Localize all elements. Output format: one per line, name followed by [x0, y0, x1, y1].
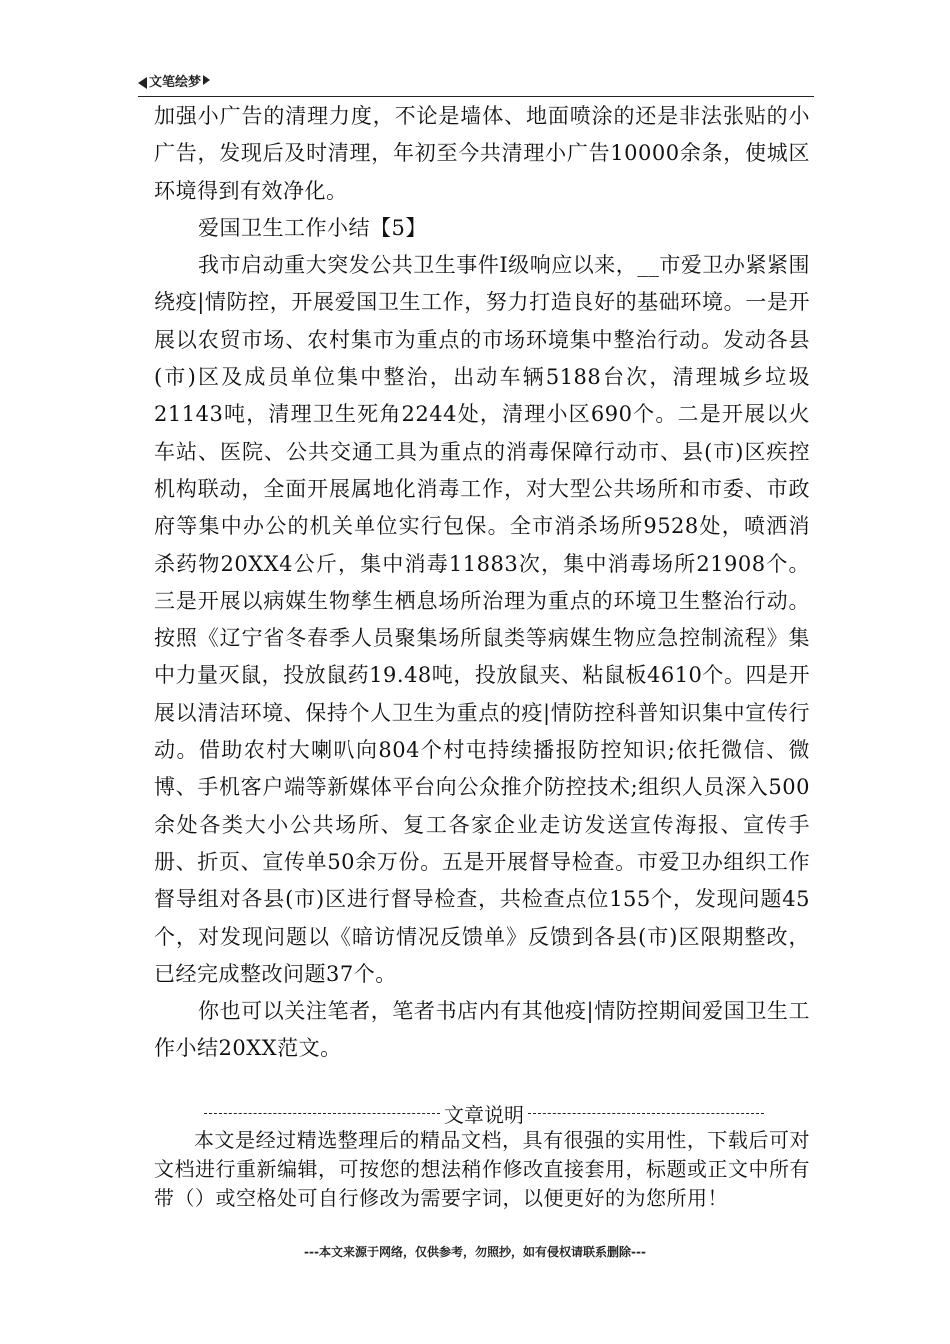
paragraph-summary: 我市启动重大突发公共卫生事件Ⅰ级响应以来，__市爱卫办紧紧围绕疫|情防控，开展爱国卫生工作，努力打造良好的基础环境。一是开展以农贸市场、农村集市为重点的市场环境集中整治行动。发动各县(市)区及成员单位集中整治，出动车辆5188台次，清理城乡垃圾21143吨，清理卫生死角2244处，清理小区690个。二是开展以火车站、医院、公共交通工具为重点的消毒保障行动市、县(市)区疾控机构联动，全面开展属地化消毒工作，对大型公共场所和市委、市政府等集中办公的机关单位实行包保。全市消杀场所9528处，喷洒消杀药物20XX4公斤，集中消毒11883次，集中消毒场所21908个。三是开展以病媒生物孳生栖息场所治理为重点的环境卫生整治行动。按照《辽宁省冬春季人员聚集场所鼠类等病媒生物应急控制流程》集中力量灭鼠，投放鼠药19.48吨，投放鼠夹、粘鼠板4610个。四是开展以清洁环境、保持个人卫生为重点的疫|情防控科普知识集中宣传行动。借助农村大喇叭向804个村屯持续播报防控知识;依托微信、微博、手机客户端等新媒体平台向公众推介防控技术;组织人员深入500余处各类大小公共场所、复工各家企业走访发送宣传海报、宣传手册、折页、宣传单50余万份。五是开展督导检查。市爱卫办组织工作督导组对各县(市)区进行督导检查，共检查点位155个，发现问题45个，对发现问题以《暗访情况反馈单》反馈到各县(市)区限期整改，已经完成整改问题37个。: [154, 253, 810, 986]
page-header: [138, 74, 814, 97]
triangle-right-icon: [203, 75, 210, 85]
main-body: [154, 98, 810, 1068]
article-note-label: 文章说明: [444, 1102, 524, 1127]
triangle-left-icon: [138, 77, 147, 89]
header-logo-text: 文笔绘梦: [149, 75, 202, 90]
paragraph-continuation: 加强小广告的清理力度，不论是墙体、地面喷涂的还是非法张贴的小广告，发现后及时清理，年初至今共清理小广告10000余条，使城区环境得到有效净化。: [154, 104, 810, 203]
section-title: 爱国卫生工作小结【5】: [198, 215, 427, 240]
divider-dash-left: [204, 1113, 440, 1114]
article-note-text: 本文是经过精选整理后的精品文档，具有很强的实用性，下载后可对文档进行重新编辑，可按您的想法稍作修改直接套用，标题或正文中所有带（）或空格处可自行修改为需要字词，以便更好的为您所用！: [154, 1128, 810, 1210]
header-logo: [138, 74, 210, 92]
article-note-divider: [204, 1100, 764, 1126]
page-footer: ---本文来源于网络，仅供参考，勿照抄，如有侵权请联系删除---: [304, 1245, 646, 1259]
divider-dash-right: [528, 1113, 764, 1114]
article-note: [154, 1126, 810, 1213]
paragraph-closing: 你也可以关注笔者，笔者书店内有其他疫|情防控期间爱国卫生工作小结20XX范文。: [154, 999, 810, 1061]
